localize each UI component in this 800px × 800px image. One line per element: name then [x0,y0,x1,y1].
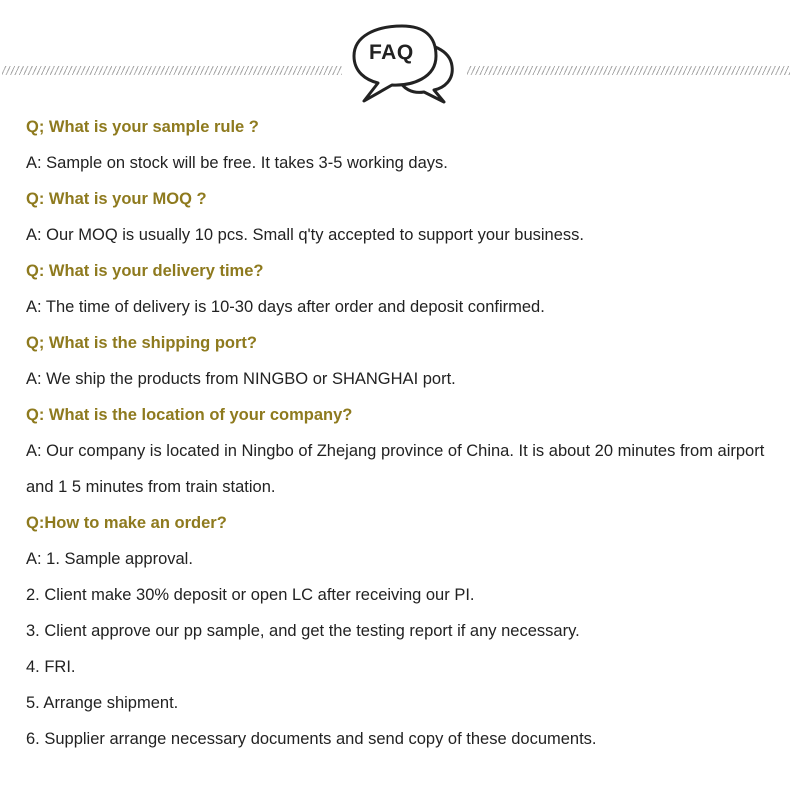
faq-answer: A: Our company is located in Ningbo of Zhejang province of China. It is about 20 minutes from airport [26,442,765,460]
faq-question: Q; What is the shipping port? [26,334,257,352]
faq-answer: A: 1. Sample approval. [26,550,193,568]
faq-answer: 2. Client make 30% deposit or open LC after receiving our PI. [26,586,475,604]
faq-question: Q; What is your sample rule ? [26,118,259,136]
faq-header [0,0,800,110]
faq-answer: 6. Supplier arrange necessary documents and send copy of these documents. [26,730,597,748]
faq-title: FAQ [369,41,414,64]
left-hatch-divider [2,66,342,75]
faq-answer: 3. Client approve our pp sample, and get the testing report if any necessary. [26,622,580,640]
faq-answer: 5. Arrange shipment. [26,694,179,712]
faq-question: Q: What is the location of your company? [26,406,353,424]
faq-answer: 4. FRI. [26,658,76,676]
faq-question: Q: What is your MOQ ? [26,190,207,208]
faq-question: Q:How to make an order? [26,514,227,532]
faq-question: Q: What is your delivery time? [26,262,264,280]
faq-answer: A: Sample on stock will be free. It takes 3-5 working days. [26,154,448,172]
faq-answer: A: The time of delivery is 10-30 days after order and deposit confirmed. [26,298,545,316]
right-hatch-divider [467,66,790,75]
faq-answer: and 1 5 minutes from train station. [26,478,276,496]
faq-answer: A: Our MOQ is usually 10 pcs. Small q'ty accepted to support your business. [26,226,584,244]
faq-list [26,109,796,757]
faq-answer: A: We ship the products from NINGBO or SHANGHAI port. [26,370,456,388]
